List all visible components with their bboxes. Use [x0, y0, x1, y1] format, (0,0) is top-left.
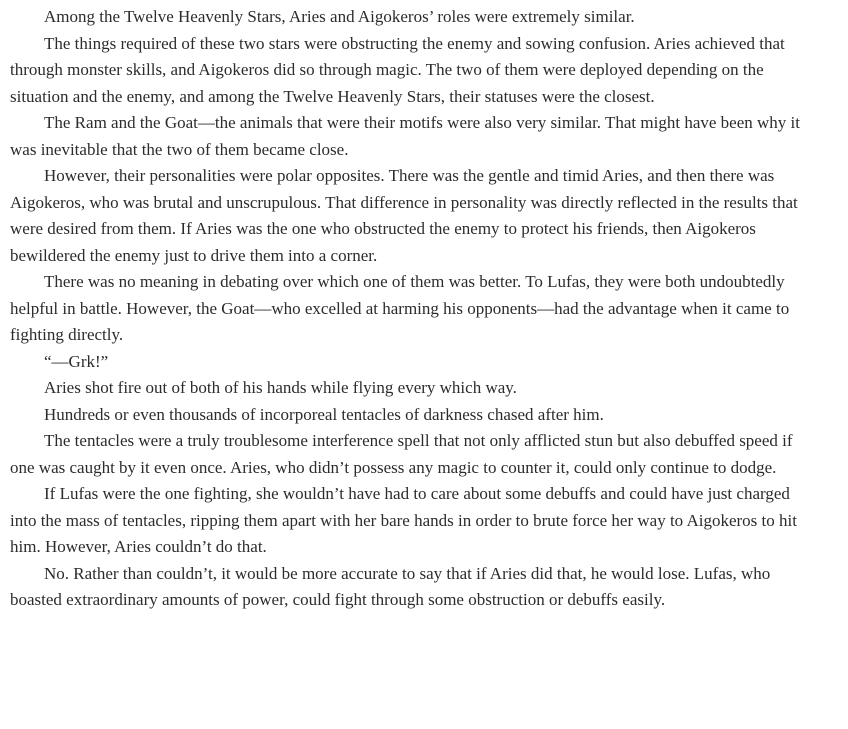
paragraph: There was no meaning in debating over which one of them was better. To Lufas, they were both undoubtedly helpful in battle. However, the Goat—who excelled at harming his opponents—had the advantage when it came to fighting directly. [10, 272, 790, 344]
paragraph: No. Rather than couldn’t, it would be more accurate to say that if Aries did that, he would lose. Lufas, who boasted extraordinary amounts of power, could fight through some obstruction or debuffs easily. [10, 563, 771, 609]
dialogue-line: “—Grk!” [44, 351, 109, 371]
paragraph: If Lufas were the one fighting, she wouldn’t have had to care about some debuffs and could have just charged into the mass of tentacles, ripping them apart with her bare hands in order to brute force her way to Aigokeros to hit him. However, Aries couldn’t do that. [10, 484, 797, 556]
paragraph: Aries shot fire out of both of his hands while flying every which way. [44, 378, 517, 397]
paragraph: The Ram and the Goat—the animals that were their motifs were also very similar. That might have been why it was inevitable that the two of them became close. [10, 113, 800, 159]
paragraph: The tentacles were a truly troublesome interference spell that not only afflicted stun but also debuffed speed if one was caught by it even once. Aries, who didn’t possess any magic to counter it, could only continue to dodge. [10, 431, 793, 477]
paragraph: Hundreds or even thousands of incorporeal tentacles of darkness chased after him. [44, 404, 604, 424]
paragraph: However, their personalities were polar opposites. There was the gentle and timid Aries, and then there was Aigokeros, who was brutal and unscrupulous. That difference in personality was directly reflected in the results that were desired from them. If Aries was the one who obstructed the enemy to protect his friends, then Aigokeros bewildered the enemy just to drive them into a corner. [10, 166, 798, 265]
paragraph: Among the Twelve Heavenly Stars, Aries and Aigokeros’ roles were extremely similar. [44, 7, 635, 26]
paragraph: The things required of these two stars were obstructing the enemy and sowing confusion. Aries achieved that through monster skills, and Aigokeros did so through magic. The two of them were deployed depending on the situation and the enemy, and among the Twelve Heavenly Stars, their statuses were the closest. [10, 33, 785, 106]
